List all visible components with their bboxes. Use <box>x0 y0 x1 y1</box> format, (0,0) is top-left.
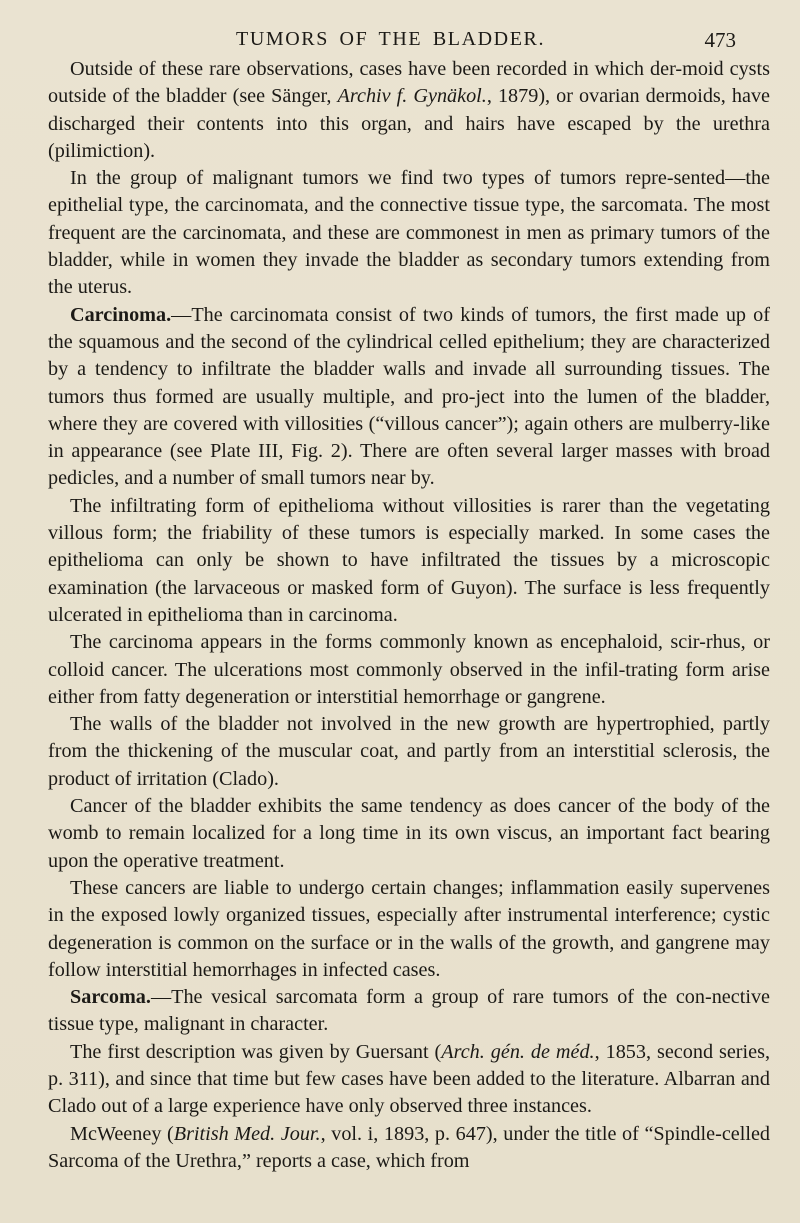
text-run: The infiltrating form of epithelioma without villosities is rarer than the vegetating villous form; the friability of these tumors is especially marked. In some cases the epithelioma can only be shown to have infiltrated the tissues by a microscopic examination (the larvaceous or masked form of Guyon). The surface is less frequently ulcerated in epithelioma than in carcinoma. <box>48 494 770 626</box>
running-title: TUMORS OF THE BLADDER. <box>236 28 546 50</box>
citation-title: Arch. gén. de méd. <box>441 1040 595 1063</box>
running-head <box>0 22 800 56</box>
text-run: , 1879), or ovarian dermoids, have discharged their contents into this organ, and hairs have escaped by the urethra (pilimiction). <box>48 85 771 162</box>
page-number: 473 <box>704 28 736 52</box>
text-run: These cancers are liable to undergo certain changes; inflammation easily supervenes in the exposed lowly organized tissues, especially after instrumental interference; cystic degeneration is common on the surface or in the walls of the growth, and gangrene may follow interstitial hemorrhages in infected cases. <box>48 876 770 981</box>
text-run: The carcinoma appears in the forms commonly known as encephaloid, scir-rhus, or colloid cancer. The ulcerations most commonly observed in the infil-trating form arise either from fatty degeneration or interstitial hemorrhage or gangrene. <box>48 631 770 708</box>
text-run: —The carcinomata consist of two kinds of tumors, the first made up of the squamous and the second of the cylindrical celled epithelium; they are characterized by a tendency to infiltrate the bladder walls and invade all surrounding tissues. The tumors thus formed are usually multiple, and pro-ject into the lumen of the bladder, where they are covered with villosities (“villous cancer”); again others are mulberry-like in appearance (see Plate III, Fig. 2). There are often several larger masses with broad pedicles, and a number of small tumors near by. <box>48 303 770 490</box>
text-run: McWeeney ( <box>70 1122 174 1145</box>
citation-title: British Med. Jour. <box>173 1122 321 1145</box>
text-run: —The vesical sarcomata form a group of rare tumors of the con-nective tissue type, malignant in character. <box>48 986 770 1036</box>
text-run: The walls of the bladder not involved in the new growth are hypertrophied, partly from the thickening of the muscular coat, and partly from an interstitial sclerosis, the product of irritation (Clado). <box>48 713 770 790</box>
text-run: , 1853, second series, p. 311), and since that time but few cases have been added to the literature. Albarran and Clado out of a large experience have only observed three instances. <box>48 1040 770 1118</box>
text-run: The first description was given by Guersant ( <box>70 1040 442 1063</box>
paragraph <box>48 984 770 1039</box>
paragraph <box>48 793 770 875</box>
paragraph <box>48 711 770 793</box>
paragraph <box>48 629 770 711</box>
text-run: , vol. i, 1893, p. 647), under the title of “Spindle-celled Sarcoma of the Urethra,” reports a case, which from <box>48 1122 771 1172</box>
paragraph <box>48 875 770 984</box>
text-run: Outside of these rare observations, cases have been recorded in which der-moid cysts outside of the bladder (see Sänger, <box>48 58 770 108</box>
paragraph <box>48 165 770 301</box>
text-run: Cancer of the bladder exhibits the same tendency as does cancer of the body of the womb to remain localized for a long time in its own viscus, an important fact bearing upon the operative treatment. <box>48 795 770 872</box>
paragraph <box>48 1039 770 1121</box>
section-heading: Sarcoma. <box>70 986 151 1009</box>
body-text <box>48 56 770 1175</box>
paragraph <box>48 56 770 165</box>
text-run: In the group of malignant tumors we find two types of tumors repre-sented—the epithelial type, the carcinomata, and the connective tissue type, the sarcomata. The most frequent are the carcinomata, and these are commonest in men as primary tumors of the bladder, while in women they invade the bladder as secondary tumors extending from the uterus. <box>48 167 770 299</box>
section-heading: Carcinoma. <box>70 303 172 326</box>
citation-title: Archiv f. Gynäkol. <box>337 85 487 108</box>
paragraph <box>48 493 770 629</box>
paragraph <box>48 1121 770 1176</box>
paragraph <box>48 302 770 493</box>
